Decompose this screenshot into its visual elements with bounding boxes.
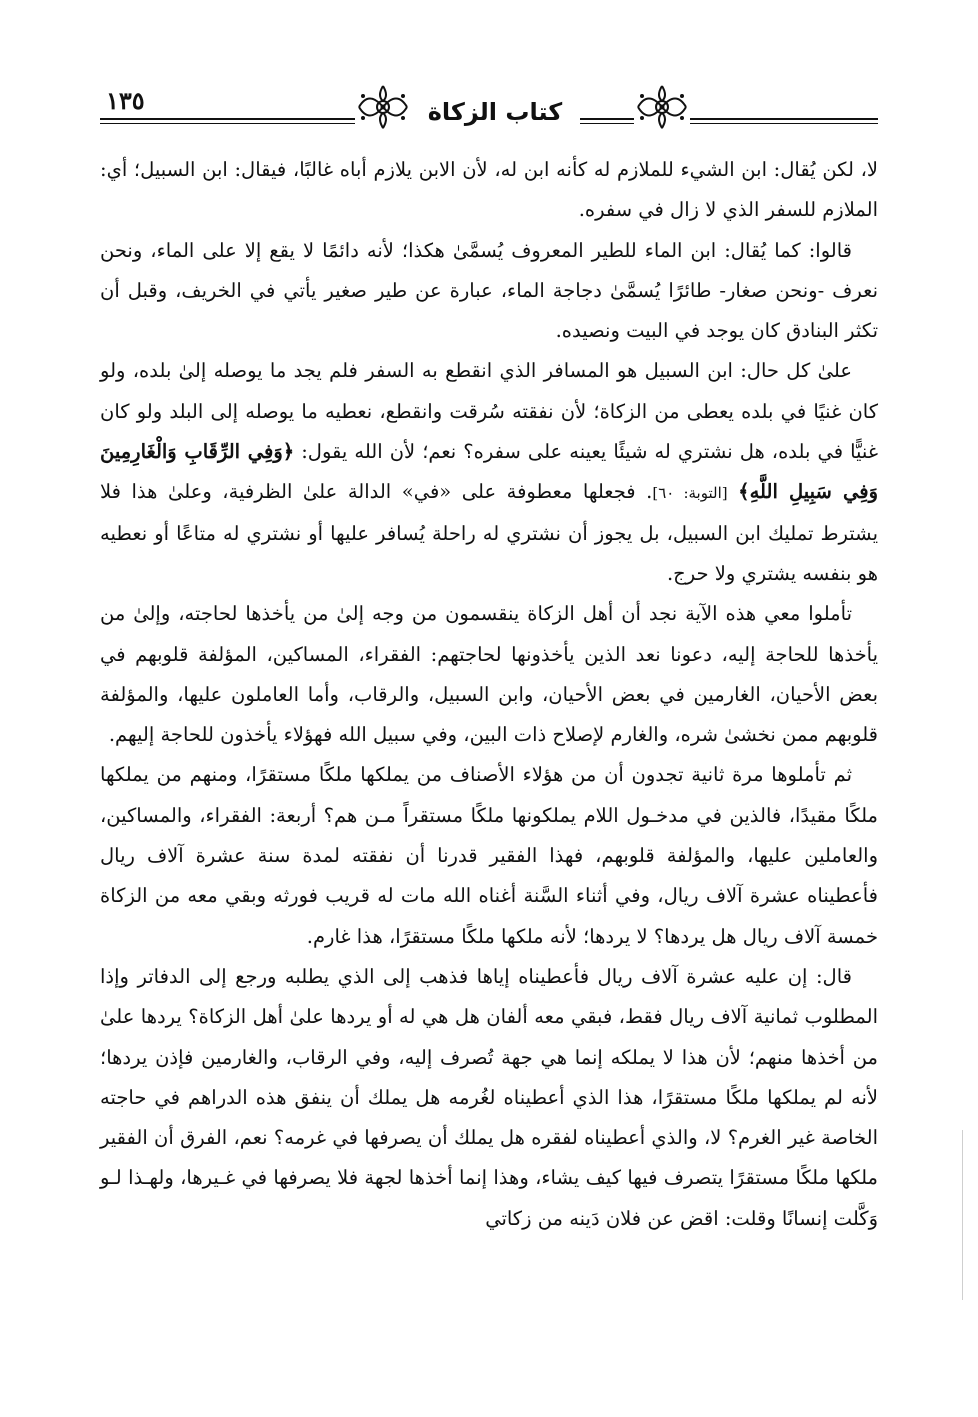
body-text [100, 150, 878, 1239]
paragraph: تأملوا معي هذه الآية نجد أن أهل الزكاة ينقسمون من وجه إلىٰ من يأخذها لحاجته، وإلىٰ من يأخذها للحاجة إليه، دعونا نعد الذين يأخذونها لحاجتهم: الفقراء، المساكين، المؤلفة قلوبهم في بعض الأحيان، الغارمين في بعض الأحيان، وابن السبيل، والرقاب، وأما العاملون عليها، والمؤلفة قلوبهم ممن نخشىٰ شره، والغارم لإصلاح ذات البين، وفي سبيل الله فهؤلاء يأخذون للحاجة إليهم. [100, 602, 878, 747]
header-title: كتاب الزكاة [410, 96, 580, 128]
page-header [100, 82, 878, 140]
verse-reference: [التوبة: ٦٠] [652, 484, 728, 503]
scan-edge-line [962, 1130, 963, 1300]
page-number: ١٣٥ [100, 86, 151, 116]
paragraph: ثم تأملوها مرة ثانية تجدون أن من هؤلاء الأصناف من يملكها ملكًا مستقرًا، ومنهم من يملكها ملكًا مقيدًا، فالذين في مدخـول اللام يملكونها ملكًا مستقراً مـن هم؟ أربعة: الفقراء، والمساكين، والعاملين عليها، والمؤلفة قلوبهم، فهذا الفقير قدرنا أن نفقته لمدة سنة عشرة آلاف ريال فأعطيناه عشرة آلاف ريال، وفي أثناء السَّنة أغناه الله مات له قريب فورثه وبقي معه من الزكاة خمسة آلاف ريال هل يردها؟ لا يردها؛ لأنه ملكها ملكًا مستقرًا، هذا غارم. [100, 763, 878, 948]
floral-ornament-icon [634, 82, 690, 132]
quran-verse: ﴿وَفِي الرِّقَابِ وَالْغَارِمِينَ وَفِي سَبِيلِ اللَّهِ﴾ [100, 440, 879, 504]
paragraph: قال: إن عليه عشرة آلاف ريال فأعطيناه إياها فذهب إلى الذي يطلبه ورجع إلى الدفاتر وإذا المطلوب ثمانية آلاف ريال فقط، فبقي معه ألفان هل هي له أو يردها علىٰ أهل الزكاة؟ يردها علىٰ من أخذها منهم؛ لأن هذا لا يملكه إنما هي جهة تُصرف إليه، وفي الرقاب، والغارمين فإذن يردها؛ لأنه لم يملكها ملكًا مستقرًا، هذا الذي أعطيناه لغُرمه هل يملك أن ينفق هذه الدراهم في حاجته الخاصة غير الغرم؟ لا، والذي أعطيناه لفقره هل يملك أن يصرفها في غرمه؟ نعم، الفرق أن الفقير ملكها ملكًا مستقرًا يتصرف فيها كيف يشاء، وهذا إنما أخذها لجهة فلا يصرفها في غـيرها، ولهـذا لـو وَكَّلت إنسانًا وقلت: اقض عن فلان دَينه من زكاتي [100, 964, 878, 1230]
paragraph: لا، لكن يُقال: ابن الشيء للملازم له كأنه ابن له، لأن الابن يلازم أباه غالبًا، فيقال: ابن السبيل؛ أي: الملازم للسفر الذي لا زال في سفره. [100, 158, 878, 222]
paragraph-text-before-verse: علىٰ كل حال: ابن السبيل هو المسافر الذي انقطع به السفر فلم يجد ما يوصله إلىٰ بلده، ولو كان غنيًا في بلده يعطى من الزكاة؛ لأن نفقته سُرقت وانقطع، نعطيه ما يوصله إلى البلد ولو كان غنيًّا في بلده، هل نشتري له شيئًا يعينه على سفره؟ نعم؛ لأن الله يقول: [100, 359, 879, 464]
paragraph: قالوا: كما يُقال: ابن الماء للطير المعروف يُسمَّىٰ هكذا؛ لأنه دائمًا لا يقع إلا على الماء، ونحن نعرف -ونحن صغار- طائرًا يُسمَّىٰ دجاجة الماء، عبارة عن طير صغير يأتي في الخريف، وقبل أن تكثر البنادق كان يوجد في البيت ونصيده. [100, 238, 878, 343]
floral-ornament-icon [355, 82, 411, 132]
paragraph-with-verse [100, 351, 878, 594]
paragraph-text-after-verse: . فجعلها معطوفة على «في» الدالة علىٰ الظرفية، وعلىٰ هذا فلا يشترط تمليك ابن السبيل، بل يجوز أن نشتري له راحلة يُسافر عليها أو نشتري له متاعًا أو نعطيه هو بنفسه يشتري ولا حرج. [100, 480, 878, 585]
